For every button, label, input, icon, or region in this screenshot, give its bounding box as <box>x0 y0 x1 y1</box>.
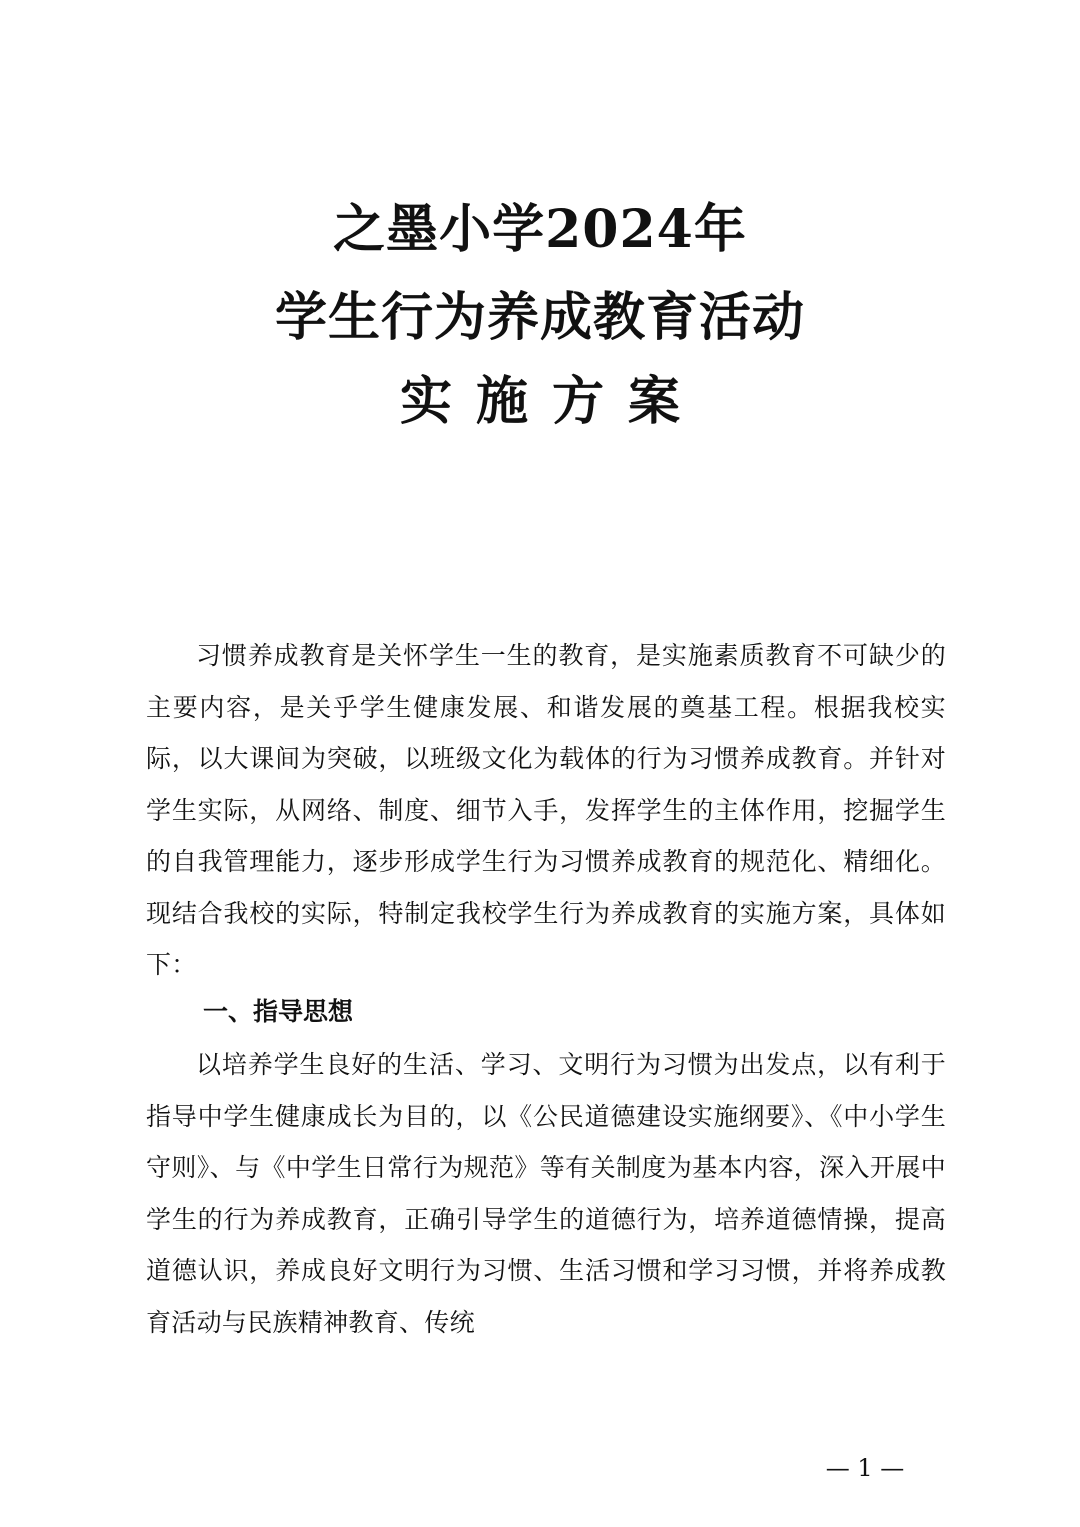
section-1-paragraph-block <box>146 1039 946 1348</box>
intro-paragraph-block <box>146 630 946 991</box>
section-heading-guiding-ideology: 一、指导思想 <box>203 997 354 1026</box>
section-1-paragraph: 以培养学生良好的生活、学习、文明行为习惯为出发点，以有利于指导中学生健康成长为目的，以《公民道德建设实施纲要》、《中小学生守则》、与《中学生日常行为规范》等有关制度为基本内容，深入开展中学生的行为养成教育，正确引导学生的道德行为，培养道德情操，提高道德认识，养成良好文明行为习惯、生活习惯和学习习惯，并将养成教育活动与民族精神教育、传统 <box>146 1050 946 1337</box>
title-line-school-year: 之墨小学2024年 <box>333 199 747 260</box>
page-number: — 1 — <box>825 1454 905 1482</box>
intro-paragraph: 习惯养成教育是关怀学生一生的教育，是实施素质教育不可缺少的主要内容，是关乎学生健康发展、和谐发展的奠基工程。根据我校实际，以大课间为突破，以班级文化为载体的行为习惯养成教育。并针对学生实际，从网络、制度、细节入手，发挥学生的主体作用，挖掘学生的自我管理能力，逐步形成学生行为习惯养成教育的规范化、精细化。现结合我校的实际，特制定我校学生行为养成教育的实施方案，具体如下： <box>146 641 946 979</box>
title-line-activity: 学生行为养成教育活动 <box>274 287 805 348</box>
title-line-plan: 实施方案 <box>399 371 704 432</box>
